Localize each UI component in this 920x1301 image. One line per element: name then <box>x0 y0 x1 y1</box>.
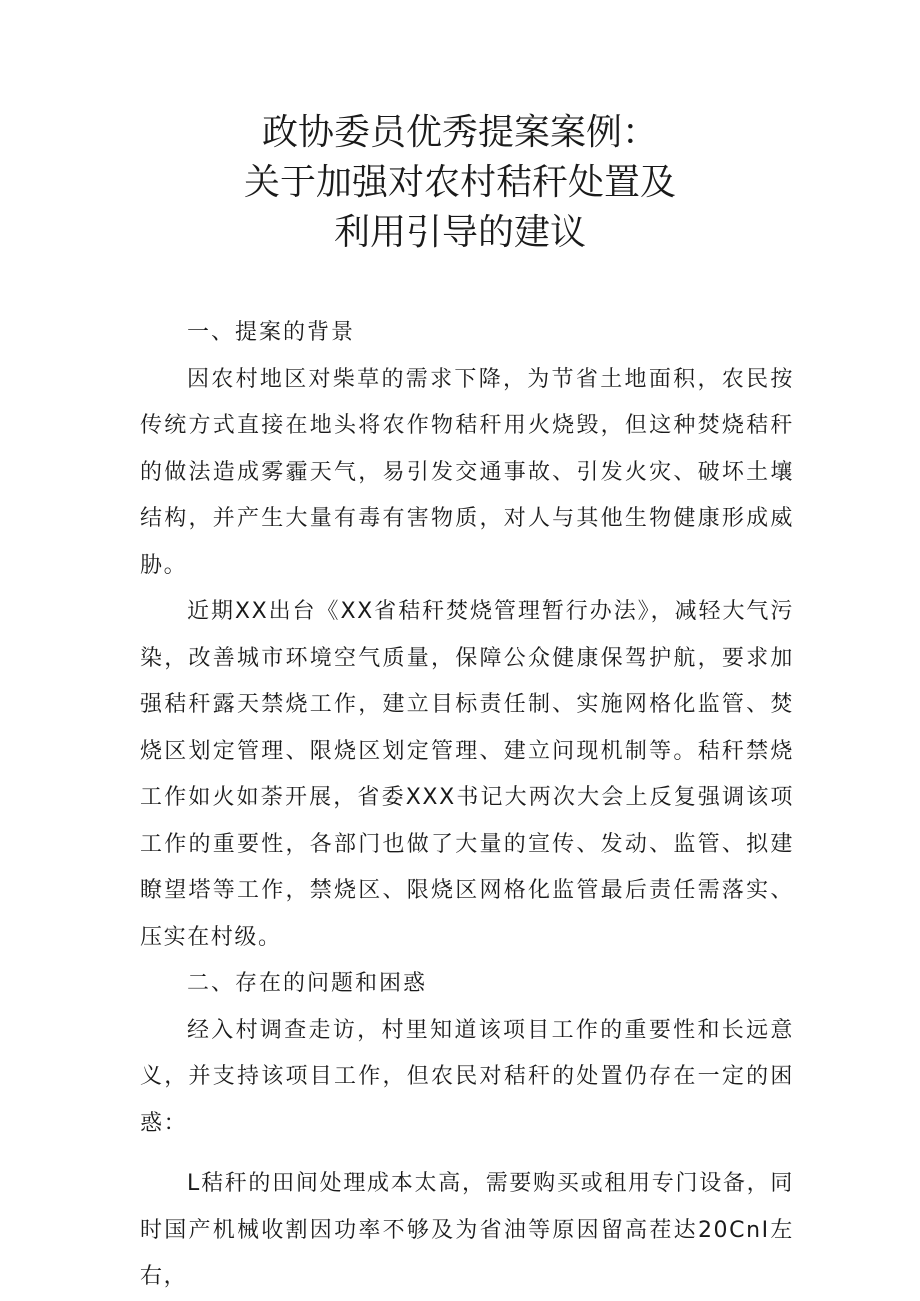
paragraph-background-1: 因农村地区对柴草的需求下降，为节省土地面积，农民按传统方式直接在地头将农作物秸秆用火烧毁，但这种焚烧秸秆的做法造成雾霾天气，易引发交通事故、引发火灾、破坏土壤结构，并产生大量有毒有害物质，对人与其他生物健康形成威胁。 <box>140 366 794 578</box>
document-body <box>140 310 794 1301</box>
section-heading-problems: 二、存在的问题和困惑 <box>187 971 428 996</box>
title-line-1: 政协委员优秀提案案例： <box>261 112 658 153</box>
document-title <box>0 108 920 258</box>
paragraph-problems-intro: 经入村调查走访，村里知道该项目工作的重要性和长远意义，并支持该项目工作，但农民对秸秆的处置仍存在一定的困惑： <box>140 1017 794 1136</box>
title-line-2: 关于加强对农村秸秆处置及 <box>243 162 676 203</box>
paragraph-problem-item-1: L秸秆的田间处理成本太高，需要购买或租用专门设备，同时国产机械收割因功率不够及为省油等原因留高茬达20CnI左右， <box>140 1171 794 1289</box>
title-line-3: 利用引导的建议 <box>333 212 586 253</box>
section-heading-background: 一、提案的背景 <box>187 320 356 345</box>
paragraph-background-2: 近期XX出台《XX省秸秆焚烧管理暂行办法》，减轻大气污染，改善城市环境空气质量，保障公众健康保驾护航，要求加强秸秆露天禁烧工作，建立目标责任制、实施网格化监管、焚烧区划定管理、限烧区划定管理、建立问现机制等。秸秆禁烧工作如火如荼开展，省委XXX书记大两次大会上反复强调该项工作的重要性，各部门也做了大量的宣传、发动、监管、拟建瞭望塔等工作，禁烧区、限烧区网格化监管最后责任需落实、压实在村级。 <box>140 599 794 950</box>
